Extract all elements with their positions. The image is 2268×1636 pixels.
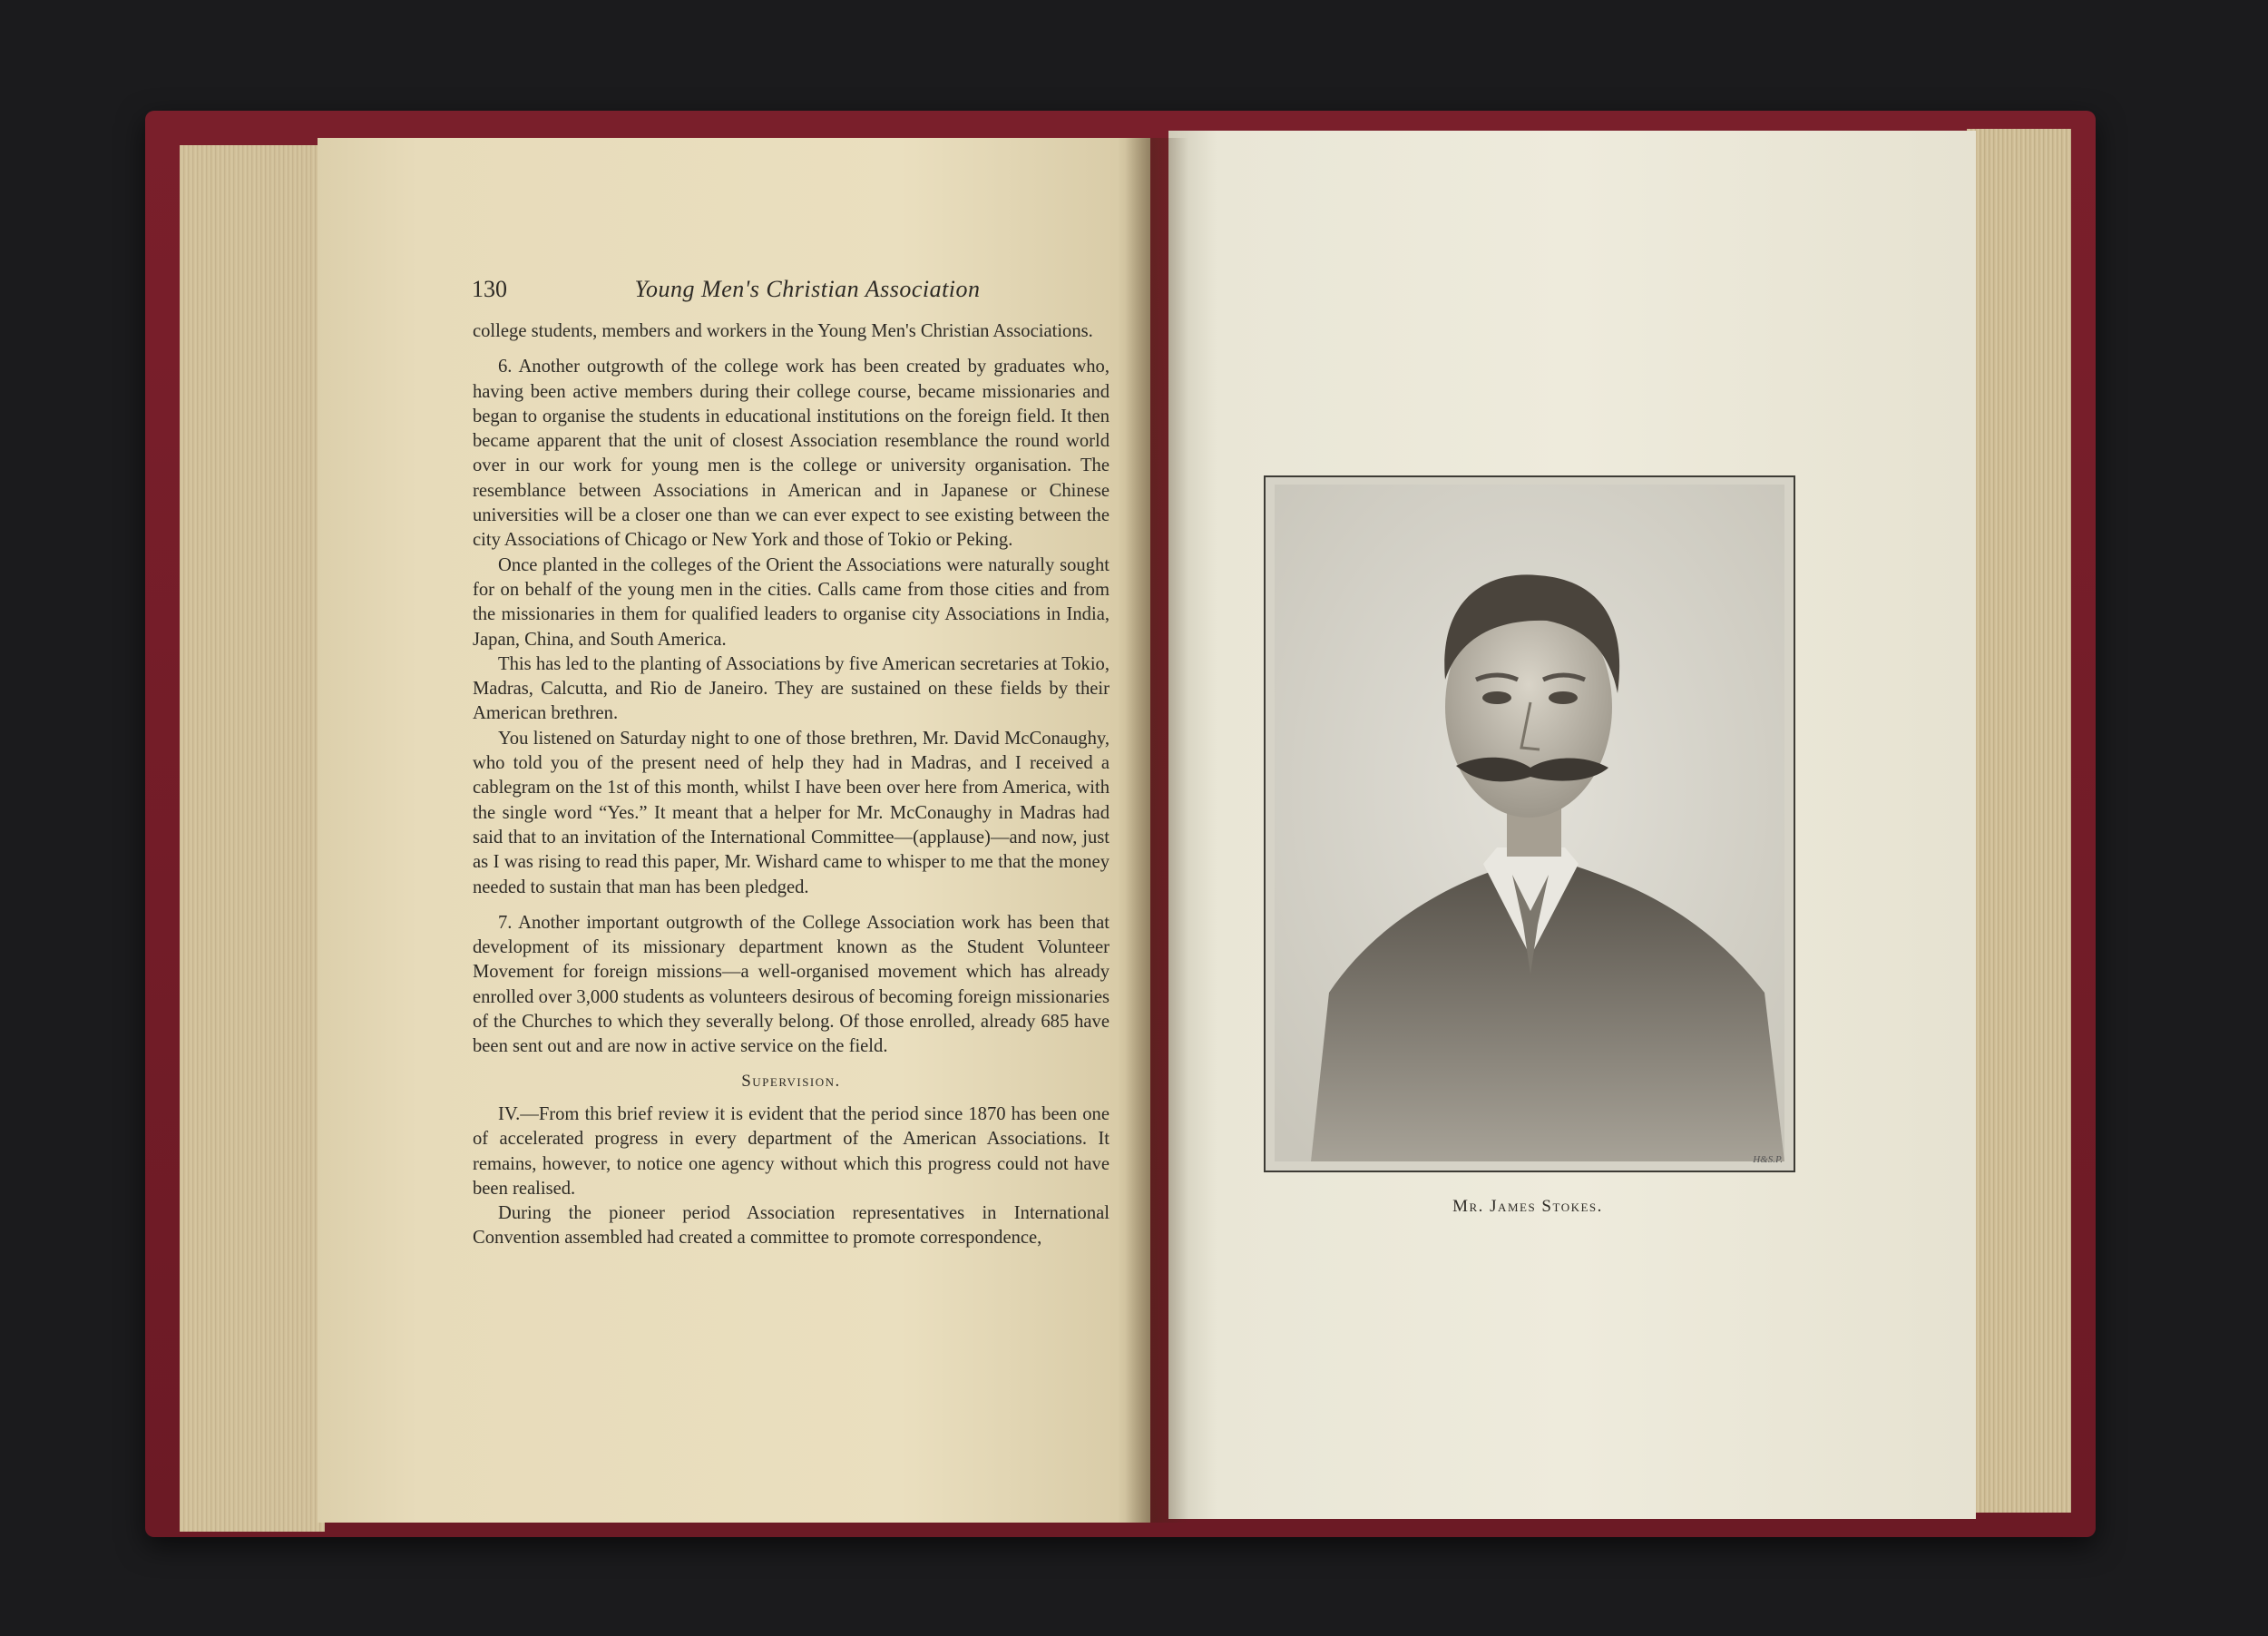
paragraph: During the pioneer period Association representatives in International Convention assembled had created a committee to promote correspondence,	[473, 1203, 1110, 1249]
paragraph: college students, members and workers in the Young Men's Christian Associations.	[473, 321, 1093, 341]
portrait-plate	[1264, 475, 1795, 1172]
paragraph: Once planted in the colleges of the Orient the Associations were naturally sought for on behalf of the young men in the cities. Calls came from those cities and from the missionaries in them for qualified leaders to organise city Associations in India, Japan, China, and South America.	[473, 554, 1110, 650]
paragraph: This has led to the planting of Associations by five American secretaries at Tokio, Madras, Calcutta, and Rio de Janeiro. They are sustained on these fields by their American brethren.	[473, 653, 1110, 724]
portrait-caption: Mr. James Stokes.	[1452, 1197, 1603, 1216]
running-head	[472, 276, 1143, 312]
page-number: 130	[472, 276, 507, 302]
portrait-photo	[1275, 485, 1784, 1161]
book-gutter	[1125, 138, 1188, 1523]
page-body	[473, 319, 1110, 1251]
page-edges-left	[180, 145, 325, 1532]
section-heading: Supervision.	[741, 1071, 841, 1091]
running-title: Young Men's Christian Association	[634, 276, 981, 302]
paragraph: You listened on Saturday night to one of those brethren, Mr. David McConaughy, who told you of the present need of help they had in Madras, and I received a cablegram on the 1st of this month, whilst I have been over here from America, with the single word “Yes.” It meant that a helper for Mr. McConaughy in Madras had said that to an invitation of the International Committee—(applause)—and now, just as I was rising to read this paper, Mr. Wishard came to whisper to me that the money needed to sustain that man has been pledged.	[473, 728, 1110, 897]
engraver-mark: H&S.P.	[1753, 1154, 1783, 1165]
page-edges-right	[1967, 129, 2071, 1513]
paragraph: 7. Another important outgrowth of the College Association work has been that development of its missionary department known as the Student Volunteer Movement for foreign missions—a well-organised movement which has already enrolled over 3,000 students as volunteers desirous of becoming foreign missionaries of the Churches to which they severally belong. Of those enrolled, already 685 have been sent out and are now in active service on the field.	[473, 912, 1110, 1057]
paragraph: IV.—From this brief review it is evident that the period since 1870 has been one of accelerated progress in every department of the American Associations. It remains, however, to notice one agency without which this progress could not have been realised.	[473, 1103, 1110, 1199]
paragraph: 6. Another outgrowth of the college work has been created by graduates who, having been active members during their college course, became missionaries and began to organise the students in educational institutions on the foreign field. It then became apparent that the unit of closest Association resemblance the round world over in our work for young men is the college or university organisation. The resemblance between Associations in American and in Japanese or Chinese universities will be a closer one than we can ever expect to see existing between the city Associations of Chicago or New York and those of Tokio or Peking.	[473, 357, 1110, 551]
right-page	[1168, 131, 1976, 1519]
left-page	[318, 138, 1150, 1523]
